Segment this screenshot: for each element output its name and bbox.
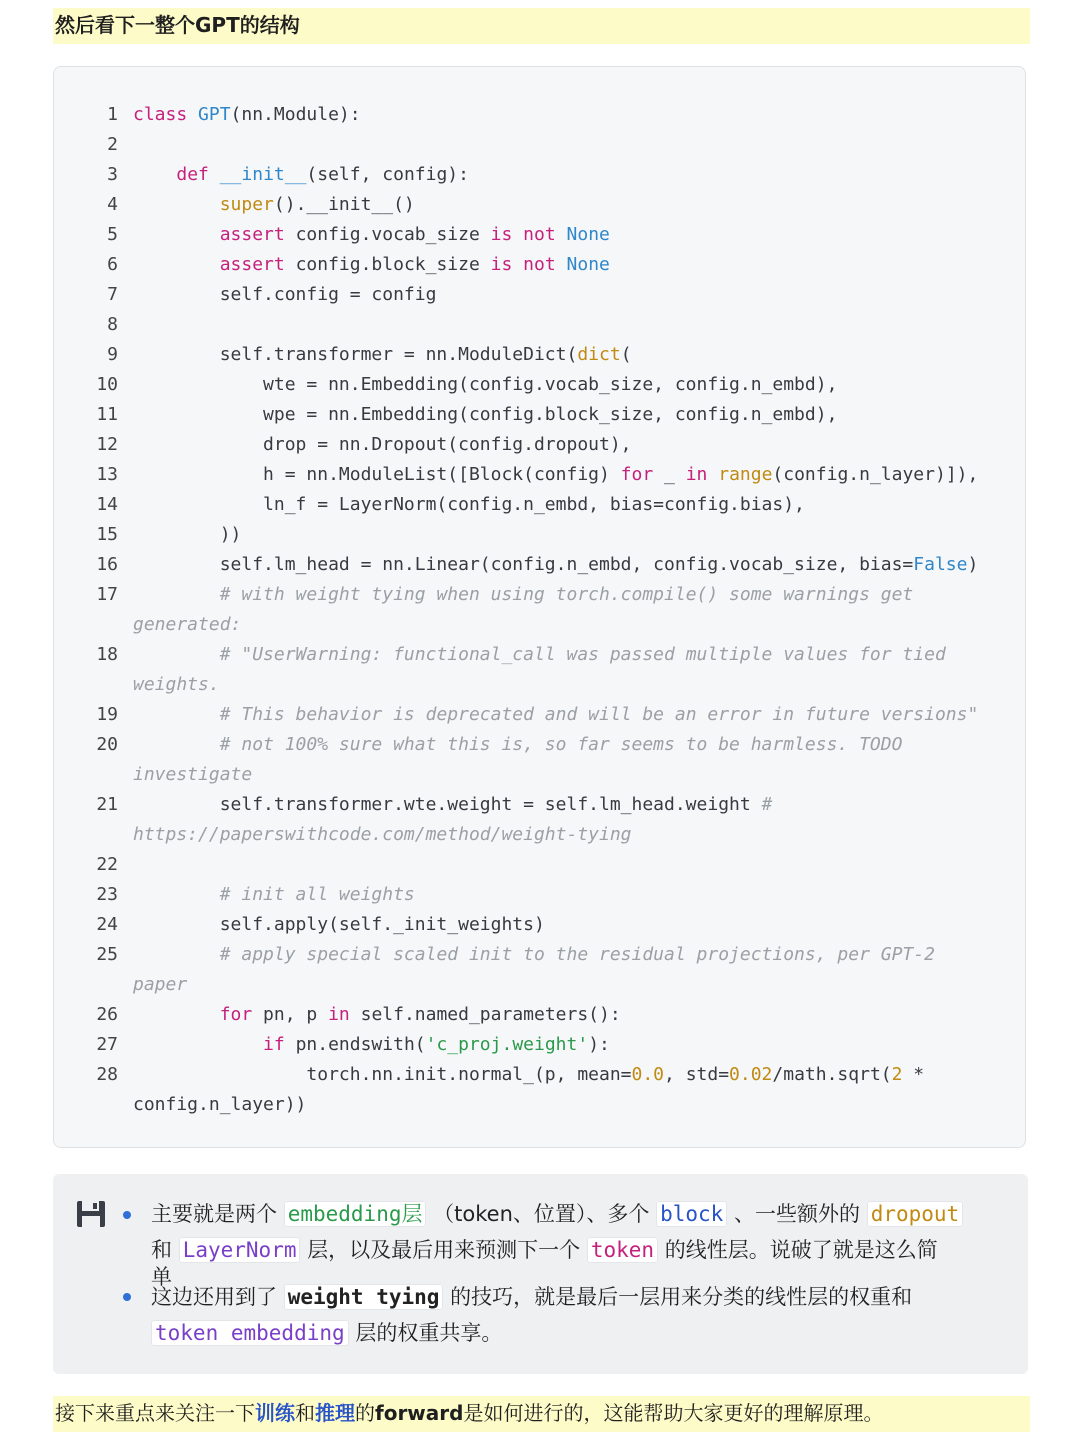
- code-text: assert config.block_size is not None: [219, 254, 610, 275]
- line-number: 3: [107, 164, 118, 185]
- code-line: [54, 1060, 1027, 1090]
- code-text: self.config = config: [133, 284, 437, 305]
- code-line: [54, 130, 1027, 160]
- line-number: 1: [107, 104, 118, 125]
- code-line: [54, 940, 1027, 970]
- code-text: # "UserWarning: functional_call was passed multiple values for tied: [219, 644, 946, 665]
- footer-keyword-forward: forward: [375, 1401, 464, 1425]
- footer-text: 的: [355, 1401, 375, 1425]
- code-text: drop = nn.Dropout(config.dropout),: [133, 434, 632, 455]
- line-number: 24: [96, 914, 118, 935]
- code-line: [54, 550, 1027, 580]
- code-line: [54, 400, 1027, 430]
- code-line: [54, 460, 1027, 490]
- code-tag-weight-tying: weight tying: [284, 1284, 444, 1310]
- summary-note: [53, 1174, 1028, 1374]
- code-text: # not 100% sure what this is, so far seems to be harmless. TODO: [219, 734, 903, 755]
- line-number: 19: [96, 704, 118, 725]
- code-text: # apply special scaled init to the residual projections, per GPT-2: [219, 944, 935, 965]
- note-text: 的技巧，就是最后一层用来分类的线性层的权重和: [450, 1285, 913, 1309]
- line-number: 14: [96, 494, 118, 515]
- code-text: self.apply(self._init_weights): [133, 914, 545, 935]
- code-line: [54, 250, 1027, 280]
- code-text: def __init__(self, config):: [176, 164, 469, 185]
- code-text: investigate: [133, 764, 253, 785]
- code-line: [54, 220, 1027, 250]
- code-tag-token: token: [587, 1237, 658, 1263]
- line-number: 26: [96, 1004, 118, 1025]
- line-number: 23: [96, 884, 118, 905]
- code-text: config.n_layer)): [133, 1094, 307, 1115]
- code-text: self.transformer = nn.ModuleDict(dict(: [133, 344, 632, 365]
- code-text: wpe = nn.Embedding(config.block_size, config.n_embd),: [133, 404, 838, 425]
- note-bullet-2-line-1: [151, 1279, 912, 1315]
- code-text: if pn.endswith('c_proj.weight'):: [263, 1034, 610, 1055]
- code-tag-embedding: embedding层: [284, 1201, 427, 1227]
- footer-text: 接下来重点来关注一下: [55, 1401, 255, 1425]
- note-text: 层，以及最后用来预测下一个: [307, 1238, 581, 1262]
- note-text: （token、位置）、多个: [433, 1202, 650, 1226]
- line-number: 10: [96, 374, 118, 395]
- line-number: 25: [96, 944, 118, 965]
- code-tag-dropout: dropout: [867, 1201, 964, 1227]
- note-bullet-1-line-1: [151, 1196, 963, 1232]
- bullet-dot: [123, 1293, 131, 1301]
- line-number: 21: [96, 794, 118, 815]
- code-text: h = nn.ModuleList([Block(config) for _ in range(config.n_layer)]),: [133, 464, 979, 485]
- save-icon: [75, 1198, 107, 1230]
- line-number: 22: [96, 854, 118, 875]
- code-text: self.transformer.wte.weight = self.lm_head.weight #: [133, 794, 773, 815]
- code-line: [54, 190, 1027, 220]
- code-text: wte = nn.Embedding(config.vocab_size, config.n_embd),: [133, 374, 838, 395]
- line-number: 5: [107, 224, 118, 245]
- code-text: for pn, p in self.named_parameters():: [219, 1004, 621, 1025]
- line-number: 15: [96, 524, 118, 545]
- code-text: ln_f = LayerNorm(config.n_embd, bias=config.bias),: [133, 494, 805, 515]
- code-tag-token-embedding: token embedding: [151, 1320, 349, 1346]
- code-line: [54, 520, 1027, 550]
- code-text: weights.: [133, 674, 220, 695]
- note-text: 层的权重共享。: [355, 1321, 503, 1345]
- code-line: [54, 490, 1027, 520]
- section-heading: 然后看下一整个GPT的结构: [53, 8, 1030, 44]
- line-number: 9: [107, 344, 118, 365]
- code-line: [54, 310, 1027, 340]
- footer-text: 和: [295, 1401, 315, 1425]
- code-line-wrap: [54, 970, 1027, 1000]
- line-number: 6: [107, 254, 118, 275]
- code-line: [54, 1030, 1027, 1060]
- note-bullet-2-line-2: [151, 1315, 502, 1351]
- code-line: [54, 730, 1027, 760]
- note-text: 的线性层。说破了就是这么简: [664, 1238, 938, 1262]
- line-number: 2: [107, 134, 118, 155]
- code-text: self.lm_head = nn.Linear(config.n_embd, config.vocab_size, bias=False): [133, 554, 979, 575]
- line-number: 18: [96, 644, 118, 665]
- code-line: [54, 700, 1027, 730]
- line-number: 12: [96, 434, 118, 455]
- code-text: generated:: [133, 614, 242, 635]
- code-line: [54, 280, 1027, 310]
- line-number: 4: [107, 194, 118, 215]
- line-number: 28: [96, 1064, 118, 1085]
- code-line: [54, 790, 1027, 820]
- note-text: 单: [151, 1265, 172, 1289]
- line-number: 13: [96, 464, 118, 485]
- code-block: [53, 66, 1026, 1148]
- code-line: [54, 880, 1027, 910]
- line-number: 20: [96, 734, 118, 755]
- code-text: torch.nn.init.normal_(p, mean=0.0, std=0.02/math.sqrt(2 *: [133, 1064, 925, 1085]
- code-line: [54, 850, 1027, 880]
- code-line: [54, 100, 1027, 130]
- code-text: )): [133, 524, 242, 545]
- closing-paragraph: [53, 1396, 1030, 1432]
- note-text: 这边还用到了: [151, 1285, 277, 1309]
- footer-text: 是如何进行的，这能帮助大家更好的理解原理。: [463, 1401, 884, 1425]
- code-line-wrap: [54, 820, 1027, 850]
- code-text: https://paperswithcode.com/method/weight-tying: [133, 824, 632, 845]
- code-line: [54, 910, 1027, 940]
- code-text: paper: [133, 974, 188, 995]
- note-text: 主要就是两个: [151, 1202, 277, 1226]
- code-line: [54, 580, 1027, 610]
- line-number: 11: [96, 404, 118, 425]
- code-line: [54, 640, 1027, 670]
- footer-keyword-training: 训练: [255, 1401, 295, 1425]
- note-text: 、一些额外的: [734, 1202, 860, 1226]
- code-text: assert config.vocab_size is not None: [219, 224, 610, 245]
- line-number: 7: [107, 284, 118, 305]
- bullet-dot: [123, 1211, 131, 1219]
- line-number: 8: [107, 314, 118, 335]
- code-line-wrap: [54, 670, 1027, 700]
- note-bullet-1-line-2: [151, 1232, 938, 1268]
- line-number: 16: [96, 554, 118, 575]
- code-line-wrap: [54, 760, 1027, 790]
- code-tag-block: block: [656, 1201, 727, 1227]
- code-line-wrap: [54, 610, 1027, 640]
- code-text: # with weight tying when using torch.compile() some warnings get: [219, 584, 914, 605]
- line-number: 17: [96, 584, 118, 605]
- line-number: 27: [96, 1034, 118, 1055]
- code-line-wrap: [54, 1090, 1027, 1120]
- code-line: [54, 160, 1027, 190]
- code-line: [54, 1000, 1027, 1030]
- code-tag-layernorm: LayerNorm: [179, 1237, 301, 1263]
- code-text: class GPT(nn.Module):: [133, 104, 361, 125]
- code-text: super().__init__(): [219, 194, 415, 215]
- code-line: [54, 430, 1027, 460]
- code-text: # This behavior is deprecated and will be an error in future versions": [219, 704, 979, 725]
- code-line: [54, 340, 1027, 370]
- code-text: # init all weights: [219, 884, 415, 905]
- footer-keyword-inference: 推理: [315, 1401, 355, 1425]
- note-text: 和: [151, 1238, 172, 1262]
- code-line: [54, 370, 1027, 400]
